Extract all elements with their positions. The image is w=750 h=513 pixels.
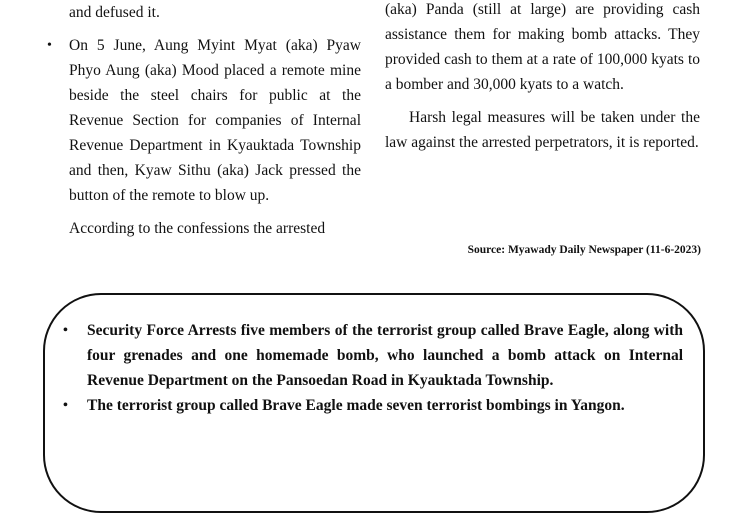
- right-paragraph-1: (aka) Panda (still at large) are providing cash assistance them for making bomb attacks. They provided cash to them at a rate of 100,000 kyats to a bomber and 30,000 kyats to a watch.: [385, 1, 700, 93]
- summary-box-content: [63, 318, 683, 418]
- summary-bullet-2: [63, 393, 683, 418]
- summary-bullet-1: [63, 318, 683, 393]
- source-line: Source: Myawady Daily Newspaper (11-6-2023): [467, 244, 701, 256]
- left-bullet-item: [47, 33, 361, 208]
- summary-bullet-2-text: The terrorist group called Brave Eagle made seven terrorist bombings in Yangon.: [87, 397, 625, 414]
- left-cut-line: and defused it.: [69, 4, 160, 21]
- left-confession-start: According to the confessions the arrested: [69, 220, 326, 237]
- bullet-dot-icon: •: [63, 323, 68, 338]
- bullet-dot-icon: •: [63, 398, 68, 413]
- right-column: [385, 0, 700, 155]
- left-column: [47, 4, 361, 241]
- bullet-dot-icon: •: [47, 38, 52, 53]
- right-paragraph-2: Harsh legal measures will be taken under the law against the arrested perpetrators, it is reported.: [385, 109, 700, 151]
- left-bullet-paragraph: On 5 June, Aung Myint Myat (aka) Pyaw Phyo Aung (aka) Mood placed a remote mine beside the steel chairs for public at the Revenue Section for companies of Internal Revenue Department in Kyauktada Township and then, Kyaw Sithu (aka) Jack pressed the button of the remote to blow up.: [69, 37, 361, 204]
- summary-bullet-1-text: Security Force Arrests five members of the terrorist group called Brave Eagle, along with four grenades and one homemade bomb, who launched a bomb attack on Internal Revenue Department on the Pansoedan Road in Kyauktada Township.: [87, 322, 683, 389]
